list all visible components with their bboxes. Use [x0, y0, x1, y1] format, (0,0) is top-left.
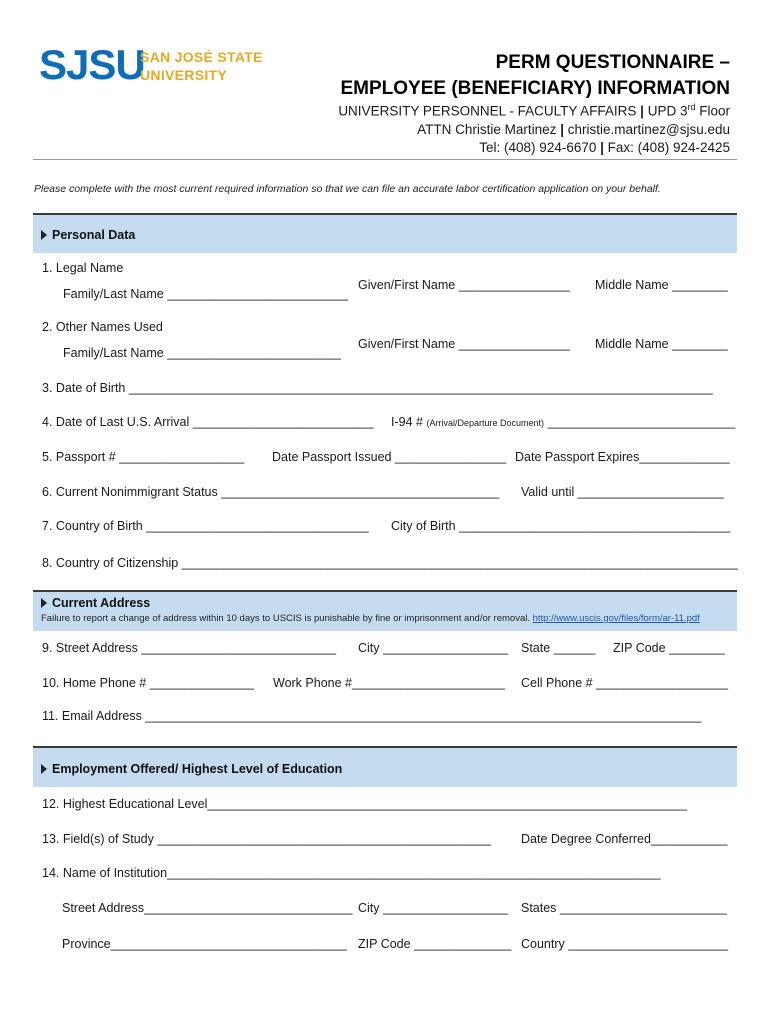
q1-label: 1. Legal Name	[42, 261, 124, 275]
q9-street-field[interactable]: 9. Street Address ____________________________	[42, 641, 337, 655]
office-name: UNIVERSITY PERSONNEL - FACULTY AFFAIRS	[338, 103, 637, 119]
q11-email-field[interactable]: 11. Email Address ________________________________________________________________________________	[42, 709, 702, 723]
q3-date-of-birth-field[interactable]: 3. Date of Birth ____________________________________________________________________________________	[42, 381, 713, 395]
q9-state-field[interactable]: State ______	[521, 641, 596, 655]
attn-line	[417, 122, 730, 137]
header-divider	[33, 159, 737, 160]
q4-i94-field[interactable]: I-94 # (Arrival/Departure Document) ___________________________	[391, 415, 736, 429]
q14-zip-field[interactable]: ZIP Code ______________	[358, 937, 512, 951]
section-employment	[33, 746, 737, 787]
q14-country-field[interactable]: Country _______________________	[521, 937, 729, 951]
page-title-line-2: EMPLOYEE (BENEFICIARY) INFORMATION	[340, 78, 730, 99]
q1-family-name-field[interactable]: Family/Last Name __________________________	[63, 287, 348, 301]
q7-city-of-birth-field[interactable]: City of Birth _______________________________________	[391, 519, 731, 533]
q6-status-field[interactable]: 6. Current Nonimmigrant Status ________________________________________	[42, 485, 500, 499]
contact-tel: Tel: (408) 924-6670	[479, 140, 597, 155]
q9-zip-field[interactable]: ZIP Code ________	[613, 641, 725, 655]
q10-cell-phone-field[interactable]: Cell Phone # ___________________	[521, 676, 729, 690]
office-upd: UPD 3	[647, 103, 688, 119]
q14-street-field[interactable]: Street Address______________________________	[62, 901, 353, 915]
q14-states-field[interactable]: States ________________________	[521, 901, 727, 915]
contact-fax: Fax: (408) 924-2425	[607, 140, 730, 155]
uscis-link[interactable]: http://www.uscis.gov/files/form/ar-11.pdf	[532, 613, 700, 624]
q10-work-phone-field[interactable]: Work Phone #______________________	[273, 676, 505, 690]
q2-given-name-field[interactable]: Given/First Name ________________	[358, 337, 570, 351]
intro-text: Please complete with the most current required information so that we can file an accurate labor certification application on your behalf.	[34, 183, 661, 195]
section-title: Personal Data	[41, 228, 135, 242]
section-personal-data	[33, 213, 737, 253]
caret-right-icon	[41, 764, 47, 774]
q9-city-field[interactable]: City __________________	[358, 641, 509, 655]
i94-note: (Arrival/Departure Document)	[426, 418, 544, 428]
q14-province-field[interactable]: Province__________________________________	[62, 937, 347, 951]
q12-education-level-field[interactable]: 12. Highest Educational Level_____________________________________________________________________	[42, 797, 688, 811]
q6-valid-until-field[interactable]: Valid until _____________________	[521, 485, 724, 499]
office-line	[338, 102, 730, 119]
q14-institution-field[interactable]: 14. Name of Institution_______________________________________________________________________	[42, 866, 661, 880]
q8-citizenship-field[interactable]: 8. Country of Citizenship ________________________________________________________________________________	[42, 556, 738, 570]
separator: |	[560, 122, 564, 137]
section-title: Current Address	[41, 596, 150, 610]
q10-home-phone-field[interactable]: 10. Home Phone # _______________	[42, 676, 254, 690]
q2-label: 2. Other Names Used	[42, 320, 163, 334]
sjsu-logo-mark: SJSU	[39, 41, 145, 88]
q5-passport-issued-field[interactable]: Date Passport Issued ________________	[272, 450, 507, 464]
office-floor: Floor	[695, 103, 730, 119]
q5-passport-expires-field[interactable]: Date Passport Expires_____________	[515, 450, 730, 464]
q4-last-arrival-field[interactable]: 4. Date of Last U.S. Arrival __________________________	[42, 415, 374, 429]
section-current-address	[33, 590, 737, 631]
phone-line	[479, 140, 730, 155]
logo-line-1: SAN JOSÉ STATE	[140, 49, 263, 65]
caret-right-icon	[41, 598, 47, 608]
q13-degree-date-field[interactable]: Date Degree Conferred___________	[521, 832, 728, 846]
q13-field-of-study-field[interactable]: 13. Field(s) of Study ________________________________________________	[42, 832, 492, 846]
page-title-line-1: PERM QUESTIONNAIRE –	[495, 52, 730, 73]
q5-passport-field[interactable]: 5. Passport # __________________	[42, 450, 245, 464]
q2-family-name-field[interactable]: Family/Last Name _________________________	[63, 346, 341, 360]
logo-line-2: UNIVERSITY	[140, 67, 228, 83]
caret-right-icon	[41, 230, 47, 240]
address-note: Failure to report a change of address within 10 days to USCIS is punishable by fine or imprisonment and/or removal. http://www.uscis.gov/files/form/ar-11.pdf	[41, 613, 700, 624]
q1-middle-name-field[interactable]: Middle Name ________	[595, 278, 728, 292]
separator: |	[640, 103, 644, 119]
contact-email[interactable]: christie.martinez@sjsu.edu	[567, 122, 730, 137]
q1-given-name-field[interactable]: Given/First Name ________________	[358, 278, 570, 292]
q2-middle-name-field[interactable]: Middle Name ________	[595, 337, 728, 351]
section-title: Employment Offered/ Highest Level of Education	[41, 762, 342, 776]
office-sup: rd	[687, 102, 696, 112]
q14-city-field[interactable]: City __________________	[358, 901, 509, 915]
separator: |	[600, 140, 604, 155]
q7-country-of-birth-field[interactable]: 7. Country of Birth ________________________________	[42, 519, 369, 533]
attn-name: ATTN Christie Martinez	[417, 122, 557, 137]
